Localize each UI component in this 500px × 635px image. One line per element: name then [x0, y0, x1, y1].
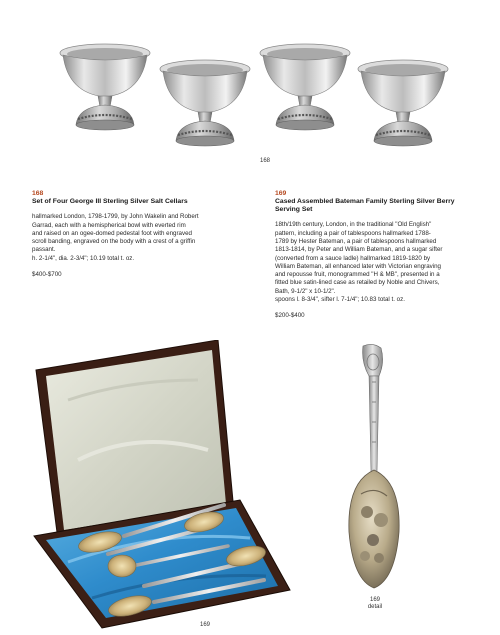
lot-description: 18th/19th century, London, in the traditional "Old English" pattern, including a pair of tablespoons hallmarked 1788- 1789 by Hester Bateman, a pair of tablespoons hallmarked 1813-1814, by Peter and William Bateman, and a sugar sifter (converted from a sauce ladle) hallmarked 1819-1820 by William Bateman, all enhanced later with Victorian engraving and repousse fruit, monogrammed "H & MB", presented in a fitted blue satin-lined case as retailed by Noble and Chivers, Bath, 9-1/2" x 10-1/2". spoons l. 8-3/4", sifter l. 7-1/4"; 10.83 total t. oz. [275, 221, 443, 304]
caption-detail-label: detail [367, 604, 383, 610]
lot-description: hallmarked London, 1798-1799, by John Wakelin and Robert Garrad, each with a hemispherical bowl with everted rim and raised on an ogee-domed pedestal foot with engraved scroll banding, engraved on the body with a crest of a griffin passant. h. 2-1/4", dia. 2-3/4"; 10.19 total t. oz. [32, 213, 199, 262]
lot-168 [32, 190, 242, 279]
salt-cellars-photo [58, 35, 463, 165]
figure-caption-169: 169 [199, 622, 210, 628]
salt-cellar-3 [260, 44, 350, 130]
cased-berry-set-photo [28, 340, 298, 630]
salt-cellar-4 [358, 60, 448, 146]
salt-cellar-1 [60, 44, 150, 130]
figure-caption-169-detail [357, 597, 393, 611]
lot-estimate: $200-$400 [275, 312, 305, 320]
lot-169 [275, 190, 485, 320]
berry-spoon-detail-photo [335, 342, 413, 592]
lot-title: Cased Assembled Bateman Family Sterling Silver Berry Serving Set [275, 198, 455, 214]
caption-lot-number: 169 [369, 597, 380, 603]
figure-caption-168: 168 [259, 158, 270, 164]
salt-cellar-2 [160, 60, 250, 146]
lot-title: Set of Four George III Sterling Silver Salt Cellars [32, 198, 188, 205]
lot-number: 169 [275, 190, 287, 197]
lot-number: 168 [32, 190, 44, 197]
lot-estimate: $400-$700 [32, 270, 62, 278]
